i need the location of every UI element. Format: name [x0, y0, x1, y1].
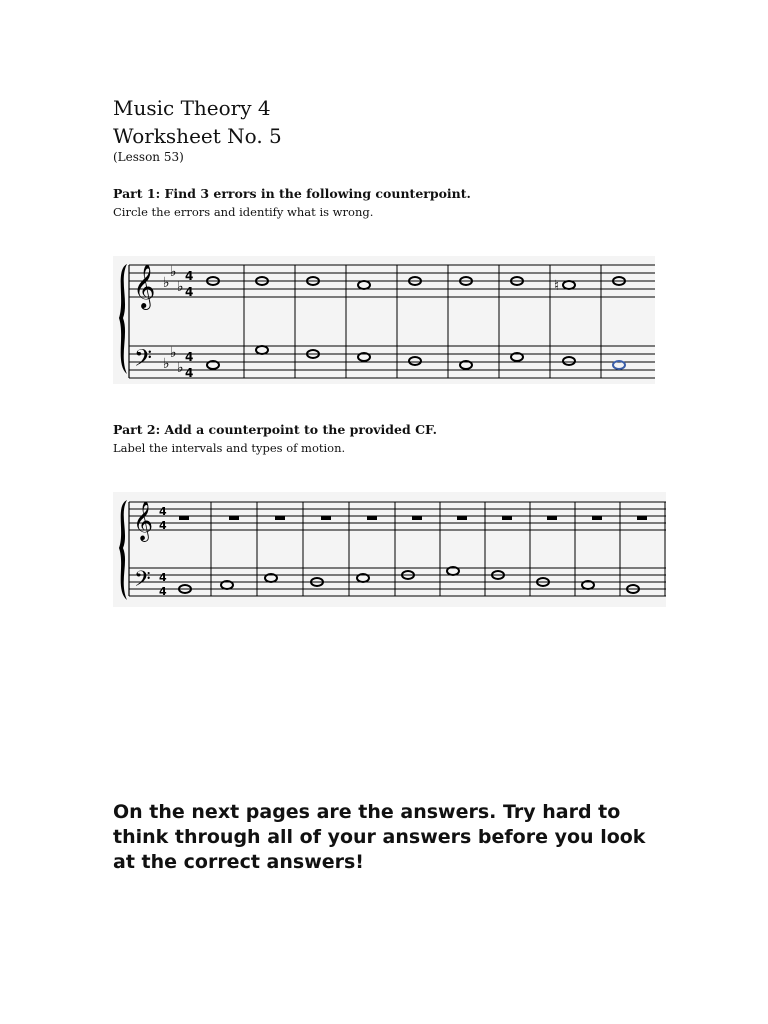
part1-heading: Part 1: Find 3 errors in the following counterpoint.: [113, 186, 471, 201]
part2-score: [113, 492, 666, 607]
grand-staff-brace: [119, 264, 127, 374]
answers-note: On the next pages are the answers. Try hard to think through all of your answers before you look at the correct answers!: [113, 801, 646, 873]
svg-text:♭: ♭: [170, 264, 177, 280]
natural-sign-icon: ♮: [554, 278, 560, 294]
whole-note: [563, 281, 575, 289]
barlines: [244, 265, 601, 378]
whole-rest: [502, 516, 512, 520]
svg-text:4: 4: [185, 285, 194, 299]
svg-text:♭: ♭: [170, 345, 177, 361]
worksheet-subtitle: Worksheet No. 5: [113, 124, 282, 148]
whole-rest: [412, 516, 422, 520]
svg-text:♭: ♭: [163, 356, 170, 372]
upper-key-signature-flats: [163, 264, 184, 295]
whole-rest: [229, 516, 239, 520]
svg-text:♭: ♭: [163, 275, 170, 291]
part2-instruction: Label the intervals and types of motion.: [113, 441, 346, 455]
lower-key-signature-flats: [163, 345, 184, 376]
whole-rest: [367, 516, 377, 520]
svg-text:♭: ♭: [177, 360, 184, 376]
upper-staff: [129, 502, 666, 530]
svg-text:4: 4: [159, 571, 167, 584]
whole-rest: [592, 516, 602, 520]
upper-notes: [207, 277, 625, 289]
part2-heading: Part 2: Add a counterpoint to the provided CF.: [113, 422, 438, 437]
whole-rests: [179, 516, 647, 520]
whole-note: [563, 357, 575, 365]
lower-time-signature: [159, 571, 167, 598]
lesson-reference: (Lesson 53): [113, 150, 184, 164]
part1-score-svg: [113, 256, 655, 384]
whole-rest: [457, 516, 467, 520]
svg-text:4: 4: [159, 519, 167, 532]
part1-score: [113, 256, 655, 384]
whole-rest: [637, 516, 647, 520]
whole-note: [256, 346, 268, 354]
svg-text:4: 4: [185, 366, 194, 380]
svg-text:4: 4: [159, 505, 167, 518]
whole-rest: [179, 516, 189, 520]
svg-text:4: 4: [185, 350, 194, 364]
upper-time-signature: [185, 269, 193, 299]
whole-note: [409, 357, 421, 365]
grand-staff-brace: [119, 500, 127, 600]
whole-rest: [321, 516, 331, 520]
svg-text:4: 4: [185, 269, 194, 283]
part1-instruction: Circle the errors and identify what is wrong.: [113, 205, 374, 219]
treble-clef-icon: 𝄞: [133, 501, 154, 541]
whole-rest: [547, 516, 557, 520]
upper-time-signature: [159, 505, 167, 532]
part2-score-svg: [113, 492, 666, 607]
whole-rest: [275, 516, 285, 520]
svg-text:4: 4: [159, 585, 167, 598]
bass-clef-icon: 𝄢: [134, 344, 153, 377]
whole-note: [358, 281, 370, 289]
worksheet-title: Music Theory 4: [113, 96, 271, 120]
svg-text:♭: ♭: [177, 279, 184, 295]
bass-clef-icon: 𝄢: [134, 567, 151, 597]
treble-clef-icon: 𝄞: [133, 264, 156, 308]
lower-notes: [207, 346, 625, 369]
lower-time-signature: [185, 350, 193, 380]
